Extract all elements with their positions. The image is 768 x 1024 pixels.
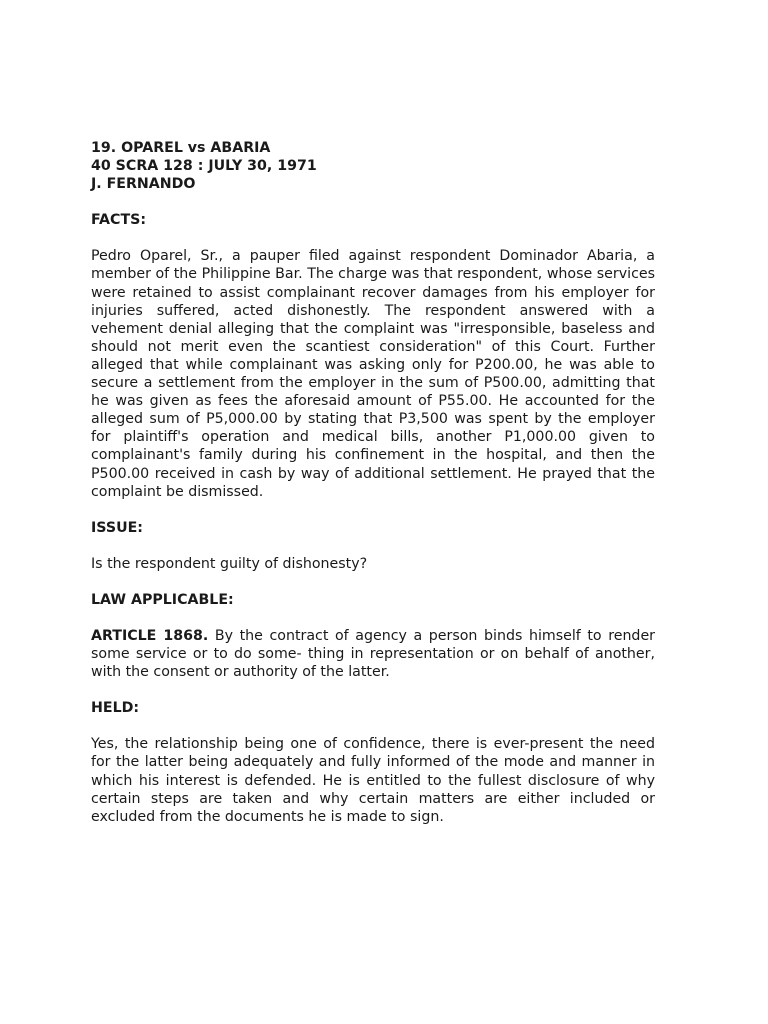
held-body: Yes, the relationship being one of confidence, there is ever-present the need for the latter being adequately and fully informed of the mode and manner in which his interest is defended. He is entitled to the fullest disclosure of why certain steps are taken and why certain matters are either included or excluded from the documents he is made to sign. (91, 736, 655, 825)
document-page (91, 139, 655, 826)
facts-body: Pedro Oparel, Sr., a pauper filed against respondent Dominador Abaria, a member of the Philippine Bar. The charge was that respondent, whose services were retained to assist complainant recover damages from his employer for injuries suffered, acted dishonestly. The respondent answered with a vehement denial alleging that the complaint was "irresponsible, baseless and should not merit even the scantiest consideration" of this Court. Further alleged that while complainant was asking only for P200.00, he was able to secure a settlement from the employer in the sum of P500.00, admitting that he was given as fees the aforesaid amount of P55.00. He accounted for the alleged sum of P5,000.00 by stating that P3,500 was spent by the employer for plaintiff's operation and medical bills, another P1,000.00 given to complainant's family during his confinement in the hospital, and then the P500.00 received in cash by way of additional settlement. He prayed that the complaint be dismissed. (91, 248, 655, 500)
law-heading: LAW APPLICABLE: (91, 591, 234, 608)
issue-body: Is the respondent guilty of dishonesty? (91, 555, 368, 572)
article-text: By the contract of agency a person binds himself to render some service or to do some- thing in representation or on behalf of another, with the consent or authority of the latter. (91, 627, 656, 681)
facts-heading: FACTS: (91, 212, 147, 229)
case-citation: 40 SCRA 128 : JULY 30, 1971 (91, 158, 317, 175)
issue-heading: ISSUE: (91, 519, 143, 536)
article-label: ARTICLE 1868. (91, 627, 209, 644)
case-title: 19. OPAREL vs ABARIA (91, 140, 271, 156)
law-body (91, 627, 655, 681)
case-ponente: J. FERNANDO (91, 176, 196, 193)
case-header (91, 139, 655, 193)
held-heading: HELD: (91, 700, 140, 717)
